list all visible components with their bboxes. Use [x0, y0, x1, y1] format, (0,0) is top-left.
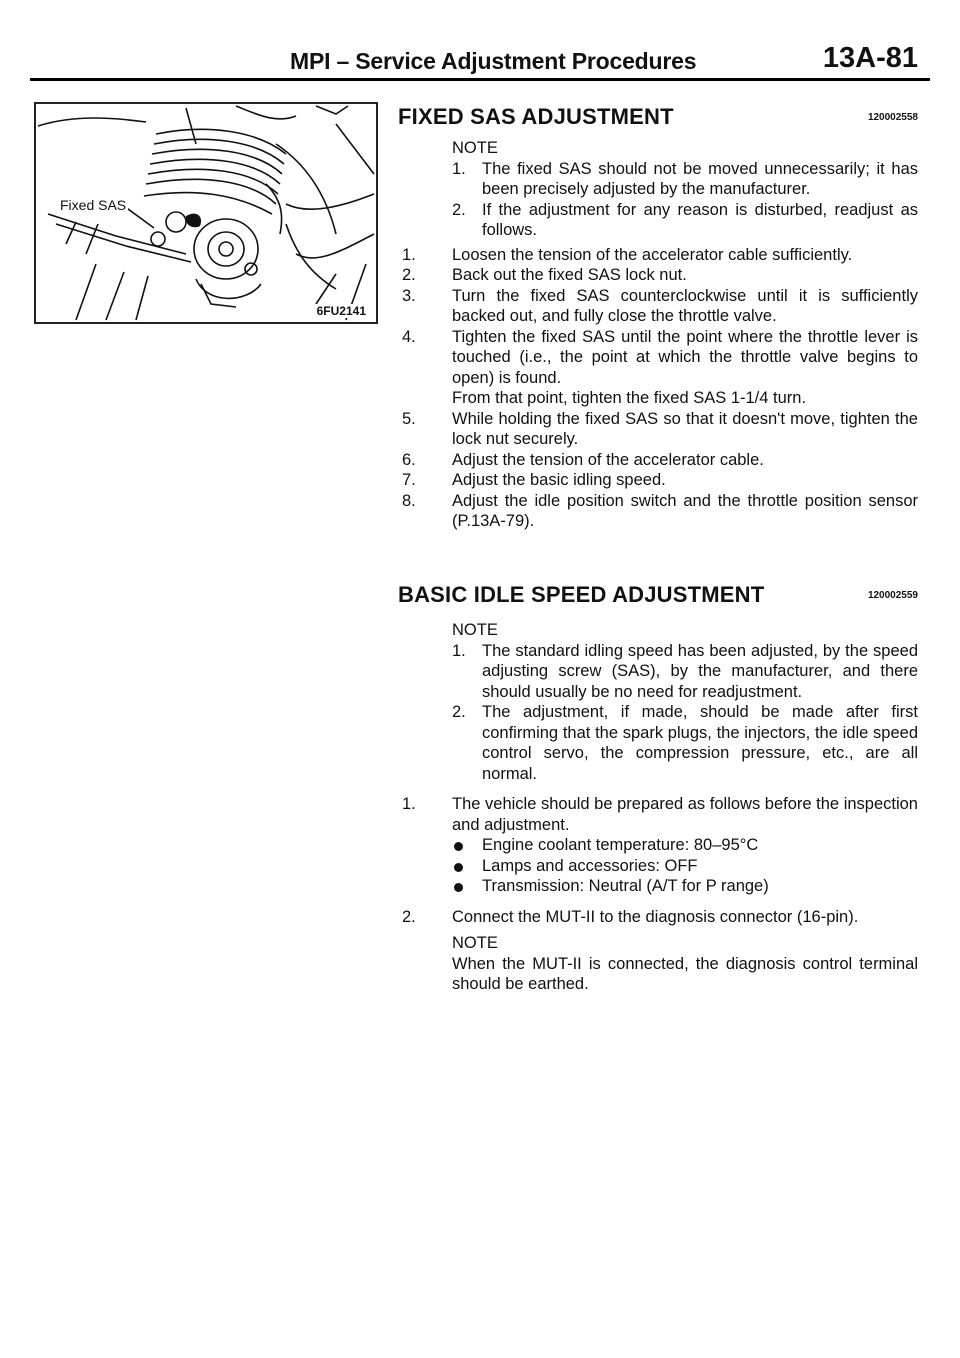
throttle-body-illustration [36, 104, 376, 322]
step-item: 2. Connect the MUT-II to the diagnosis connector (16-pin). NOTE When the MUT-II is connected, the diagnosis control terminal should be earthed. [402, 907, 918, 993]
step-item: 1. Loosen the tension of the accelerator cable sufficiently. [402, 245, 853, 264]
step-item: 3. Turn the fixed SAS counterclockwise until it is sufficiently backed out, and fully close the throttle valve. [402, 286, 918, 325]
bullet-list [452, 835, 918, 897]
bullet-item: Lamps and accessories: OFF [452, 856, 918, 877]
step-item: 5. While holding the fixed SAS so that it doesn't move, tighten the lock nut securely. [402, 409, 918, 448]
header-rule [30, 78, 930, 81]
step-item: 4. Tighten the fixed SAS until the point where the throttle lever is touched (i.e., the point at which the throttle valve begins to open) is found. From that point, tighten the fixed SAS 1-1/4 turn. [402, 327, 918, 407]
figure-throttle-body [34, 102, 378, 324]
step-item: 2. Back out the fixed SAS lock nut. [402, 266, 687, 284]
note-item: 2. If the adjustment for any reason is disturbed, readjust as follows. [452, 200, 918, 239]
step-item: 8. Adjust the idle position switch and the throttle position sensor (P.13A-79). [402, 491, 918, 530]
figure-code: 6FU2141 [316, 304, 366, 318]
step-item: 1. The vehicle should be prepared as follows before the inspection and adjustment. Engine coolant temperature: 80–95°C Lamps and accessories: OFF Transmission: Neutral (A/T for P range) [402, 795, 918, 895]
note-item: 1. The standard idling speed has been adjusted, by the speed adjusting screw (SAS), by the manufacturer, and there should usually be no need for readjustment. [452, 641, 918, 701]
section-code: 120002559 [867, 590, 918, 601]
section-title-text: FIXED SAS ADJUSTMENT [398, 104, 674, 129]
section-basic-idle-speed-adjustment [398, 582, 918, 995]
note-heading: NOTE [452, 139, 498, 157]
note-item: 1. The fixed SAS should not be moved unnecessarily; it has been precisely adjusted by the manufacturer. [452, 159, 918, 198]
sub-note-text: When the MUT-II is connected, the diagnosis control terminal should be earthed. [452, 954, 918, 993]
section-title-text: BASIC IDLE SPEED ADJUSTMENT [398, 582, 765, 607]
step-list [398, 245, 918, 532]
step-item: 7. Adjust the basic idling speed. [402, 471, 666, 489]
section-title [398, 582, 918, 612]
note-list [452, 159, 918, 241]
note-item: 2. The adjustment, if made, should be made after first confirming that the spark plugs, the injectors, the idle speed control servo, the compression pressure, etc., are all normal. [452, 703, 918, 783]
bullet-item: Engine coolant temperature: 80–95°C [452, 835, 918, 856]
header-title: MPI – Service Adjustment Procedures [290, 48, 697, 74]
page-number: 13A-81 [822, 42, 918, 74]
step-list [398, 794, 918, 995]
step-continuation: From that point, tighten the fixed SAS 1-1/4 turn. [452, 389, 807, 407]
section-fixed-sas-adjustment [398, 104, 918, 532]
note-block [452, 138, 918, 241]
note-list [452, 641, 918, 785]
section-code: 120002558 [867, 112, 918, 123]
note-heading: NOTE [452, 621, 498, 639]
sub-note [452, 933, 918, 995]
bullet-item: Transmission: Neutral (A/T for P range) [452, 876, 918, 897]
section-title [398, 104, 918, 134]
note-block [452, 620, 918, 784]
figure-label-fixed-sas: Fixed SAS [60, 197, 127, 213]
sub-note-heading: NOTE [452, 934, 498, 952]
step-item: 6. Adjust the tension of the accelerator cable. [402, 450, 764, 469]
page-header [30, 42, 930, 78]
